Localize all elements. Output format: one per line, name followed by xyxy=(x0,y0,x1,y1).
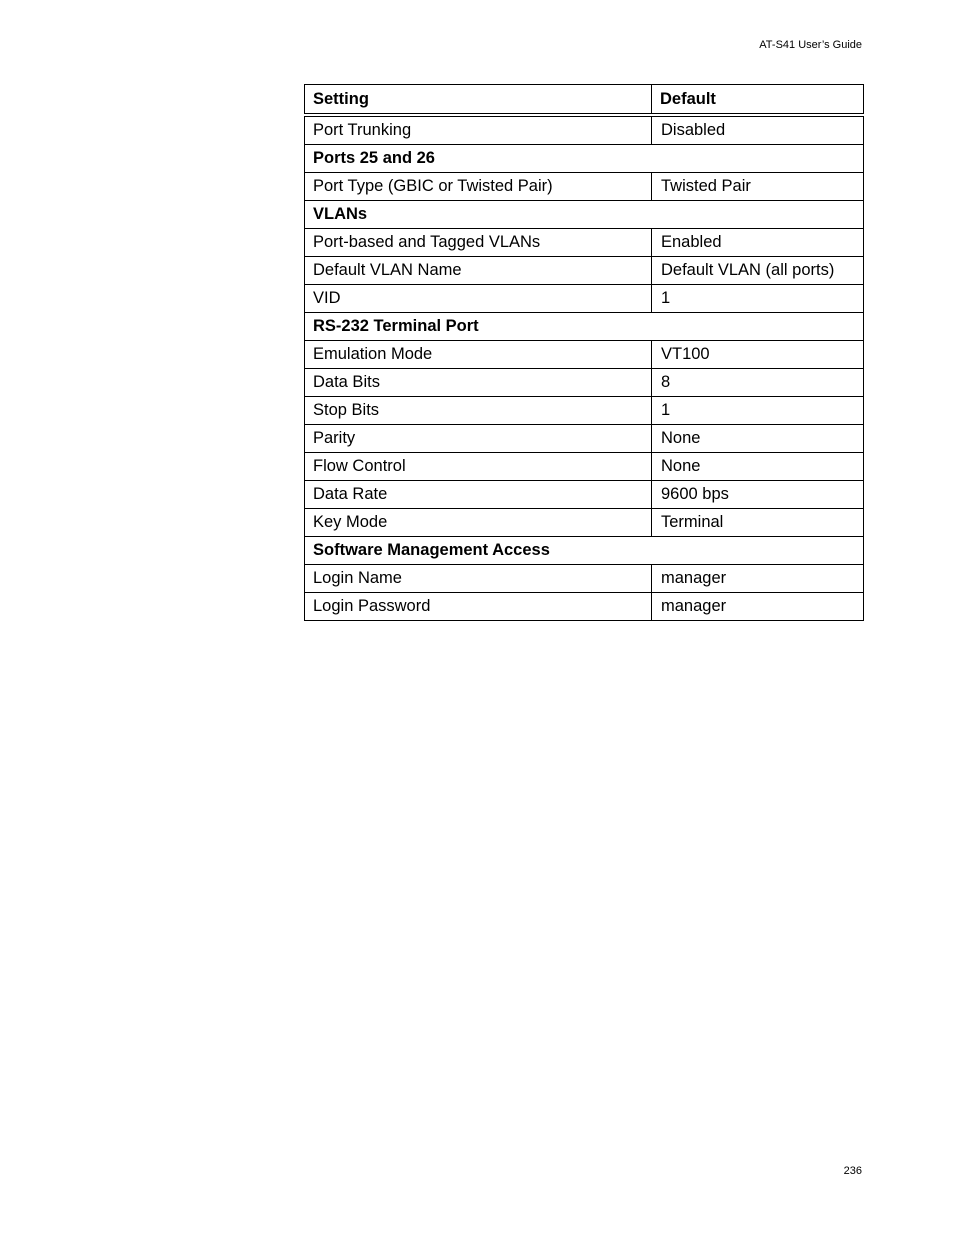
default-cell: 1 xyxy=(652,285,864,313)
setting-cell: Key Mode xyxy=(305,509,652,537)
default-cell: manager xyxy=(652,565,864,593)
table-row xyxy=(305,257,864,285)
default-cell: Terminal xyxy=(652,509,864,537)
setting-cell: Emulation Mode xyxy=(305,341,652,369)
table-row xyxy=(305,481,864,509)
setting-cell: Parity xyxy=(305,425,652,453)
setting-cell: Data Rate xyxy=(305,481,652,509)
setting-cell: VID xyxy=(305,285,652,313)
default-cell: Default VLAN (all ports) xyxy=(652,257,864,285)
default-cell: 1 xyxy=(652,397,864,425)
setting-cell: Flow Control xyxy=(305,453,652,481)
setting-cell: Default VLAN Name xyxy=(305,257,652,285)
default-cell: VT100 xyxy=(652,341,864,369)
default-settings-table xyxy=(304,84,864,621)
table-row xyxy=(305,453,864,481)
default-cell: None xyxy=(652,425,864,453)
running-header: AT-S41 User’s Guide xyxy=(759,39,862,51)
default-cell: Disabled xyxy=(652,115,864,145)
table-row xyxy=(305,425,864,453)
default-cell: None xyxy=(652,453,864,481)
table-row xyxy=(305,565,864,593)
column-header-setting: Setting xyxy=(305,85,652,116)
default-cell: 8 xyxy=(652,369,864,397)
table-row xyxy=(305,341,864,369)
section-row xyxy=(305,201,864,229)
page-number: 236 xyxy=(843,1165,862,1177)
table-row xyxy=(305,593,864,621)
setting-cell: Login Password xyxy=(305,593,652,621)
setting-cell: Port Type (GBIC or Twisted Pair) xyxy=(305,173,652,201)
section-row xyxy=(305,537,864,565)
default-cell: 9600 bps xyxy=(652,481,864,509)
setting-cell: Stop Bits xyxy=(305,397,652,425)
table-row xyxy=(305,173,864,201)
section-heading: VLANs xyxy=(305,201,864,229)
table-row xyxy=(305,285,864,313)
section-heading: RS-232 Terminal Port xyxy=(305,313,864,341)
table-row xyxy=(305,397,864,425)
section-heading: Software Management Access xyxy=(305,537,864,565)
default-cell: Enabled xyxy=(652,229,864,257)
column-header-default: Default xyxy=(652,85,864,116)
section-row xyxy=(305,313,864,341)
setting-cell: Login Name xyxy=(305,565,652,593)
section-row xyxy=(305,145,864,173)
setting-cell: Port-based and Tagged VLANs xyxy=(305,229,652,257)
table-header-row xyxy=(305,85,864,116)
table-row xyxy=(305,115,864,145)
default-cell: manager xyxy=(652,593,864,621)
setting-cell: Data Bits xyxy=(305,369,652,397)
table-row xyxy=(305,509,864,537)
table-row xyxy=(305,369,864,397)
table-row xyxy=(305,229,864,257)
section-heading: Ports 25 and 26 xyxy=(305,145,864,173)
default-cell: Twisted Pair xyxy=(652,173,864,201)
setting-cell: Port Trunking xyxy=(305,115,652,145)
